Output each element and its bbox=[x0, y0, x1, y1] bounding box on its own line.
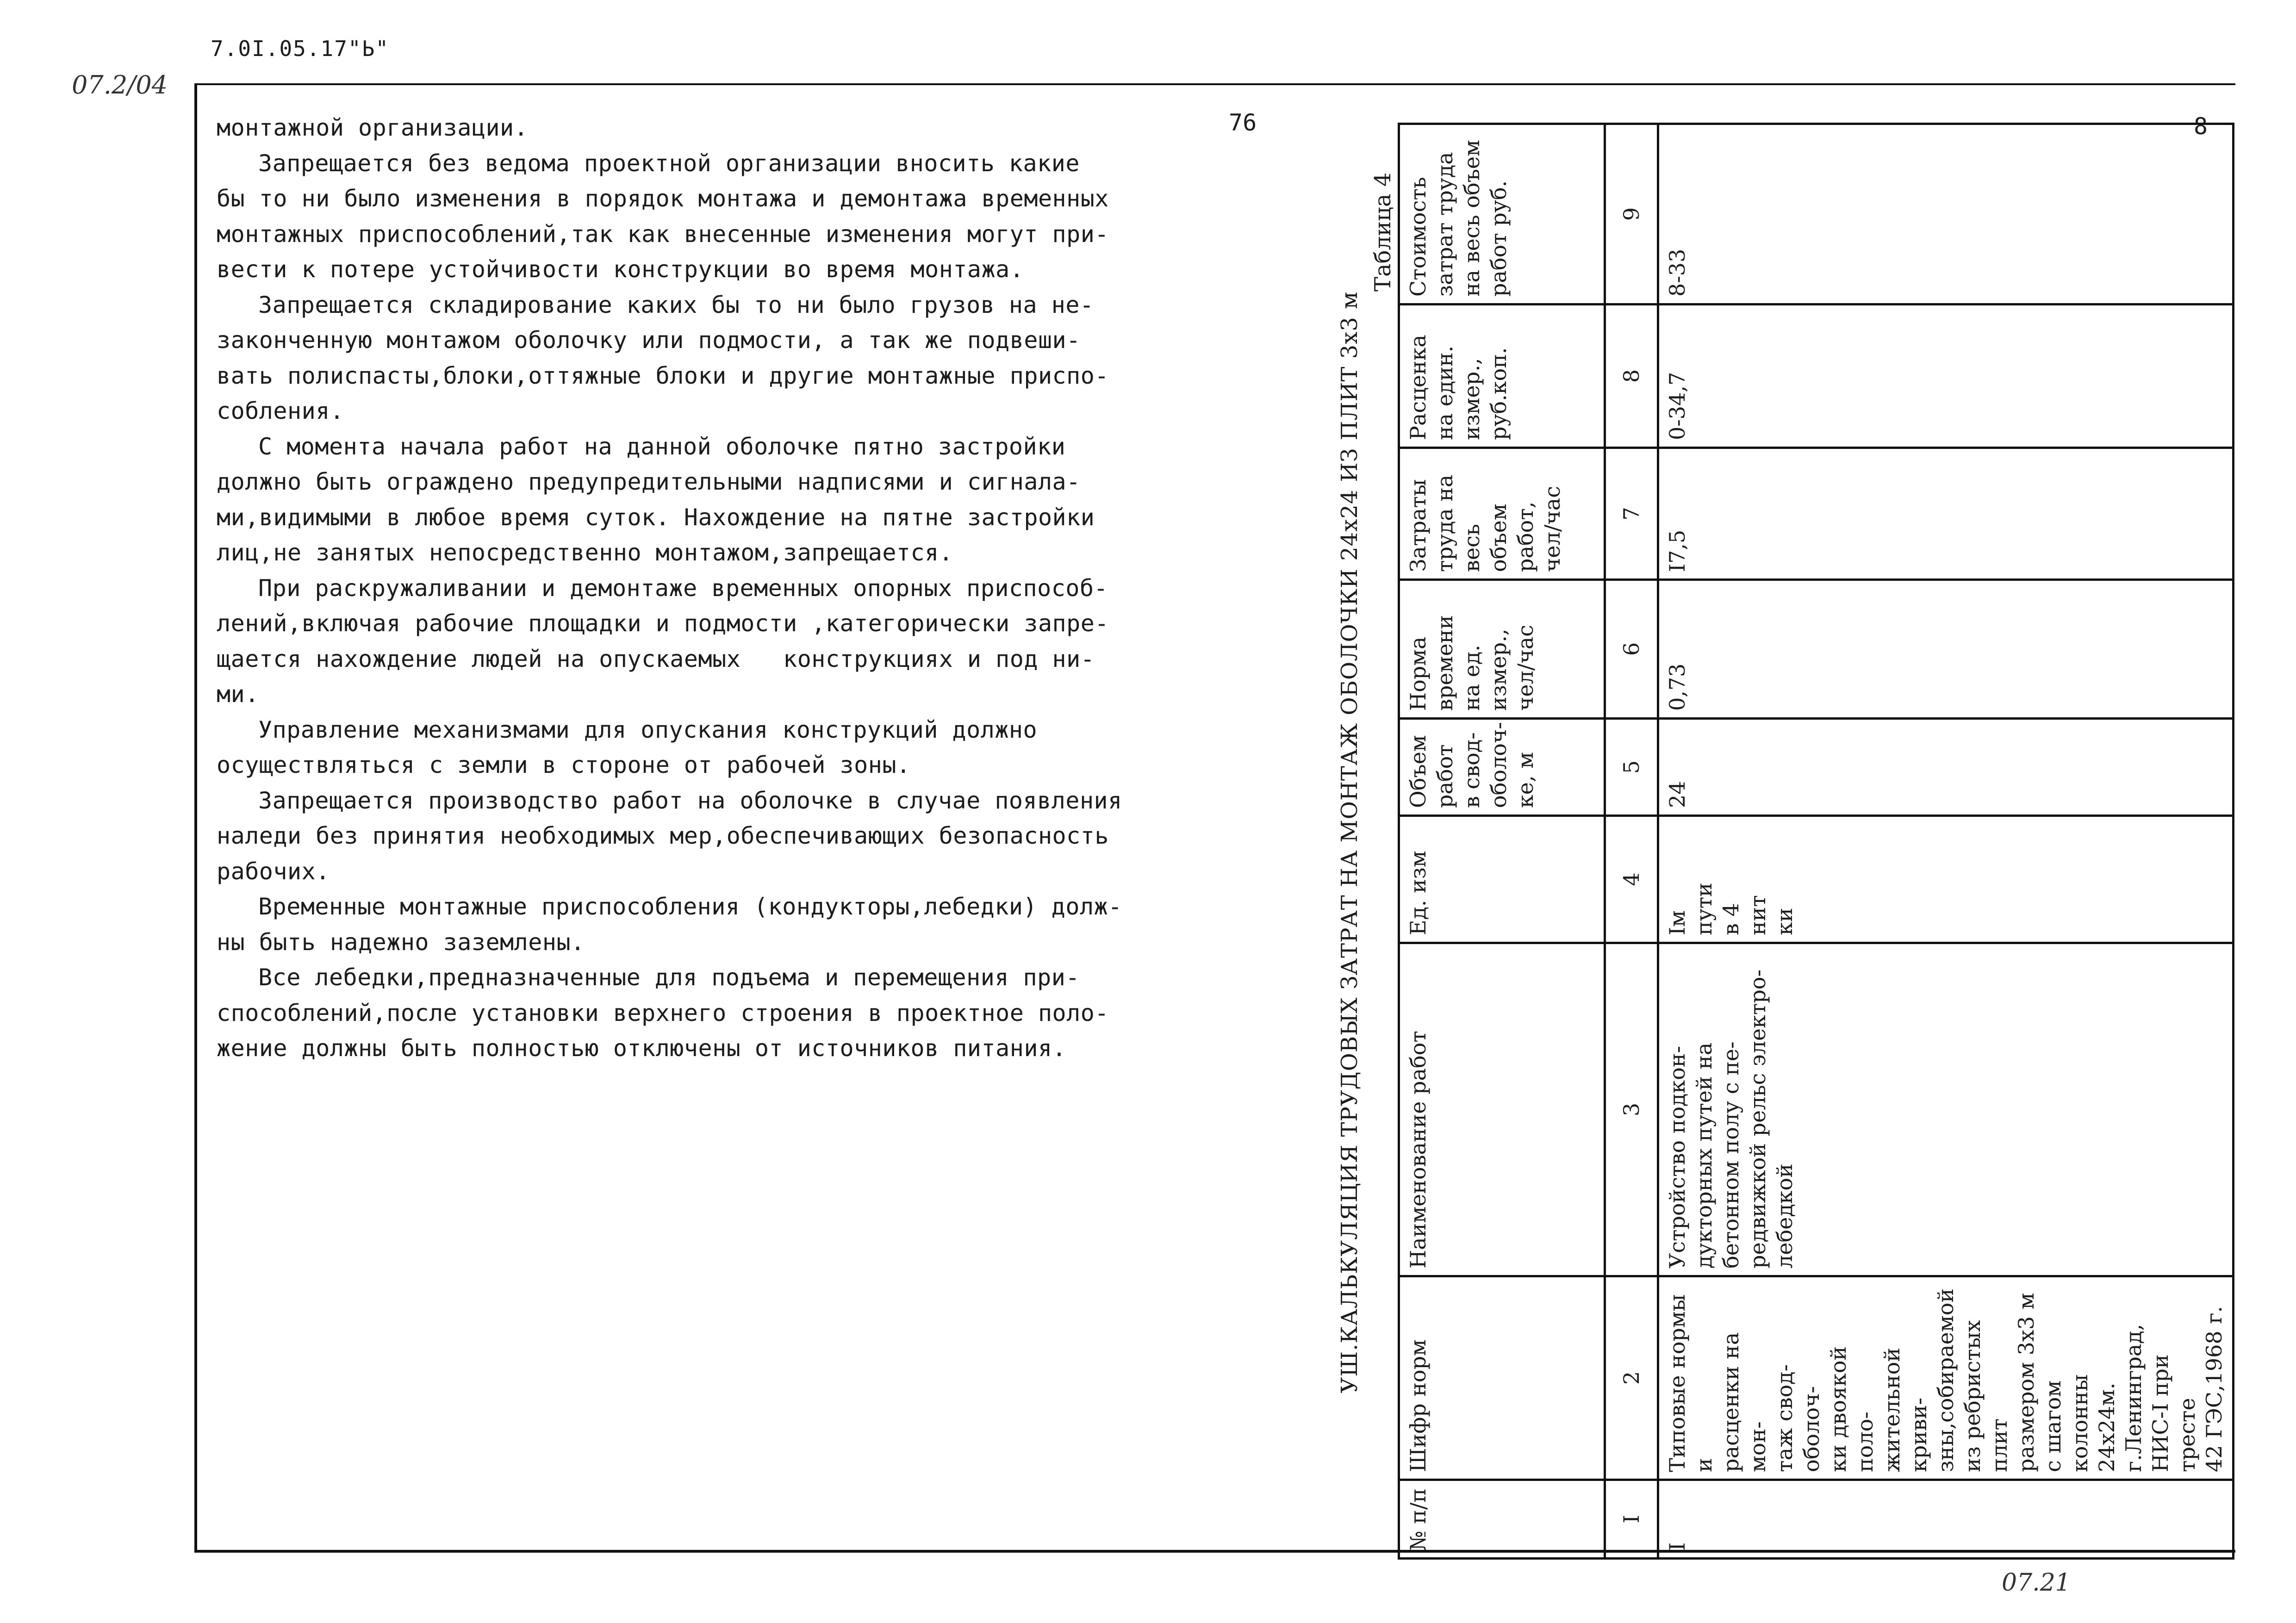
safety-requirements-text bbox=[217, 110, 1165, 1066]
header-cell: Затраты труда на весь объем работ, чел/час bbox=[1399, 448, 1605, 580]
unit-rate-cell: 0-34,7 bbox=[1658, 305, 2234, 448]
header-cell: Расценка на един. измер., руб.коп. bbox=[1399, 305, 1605, 448]
table-label: Таблица 4 bbox=[1370, 172, 1396, 292]
text-line: способлений,после установки верхнего строения в проектное поло- bbox=[217, 999, 1109, 1026]
column-number: 6 bbox=[1605, 580, 1658, 719]
text-line: Все лебедки,предназначенные для подъема и перемещения при- bbox=[258, 964, 1080, 991]
document-code: 7.0I.05.17"Ь" bbox=[211, 36, 390, 61]
margin-handwritten-note: 07.2/04 bbox=[72, 70, 168, 99]
text-line: вать полиспасты,блоки,оттяжные блоки и другие монтажные приспо- bbox=[217, 362, 1109, 389]
header-cell: Наименование работ bbox=[1399, 943, 1605, 1276]
text-line: лиц,не занятых непосредственно монтажом,запрещается. bbox=[217, 539, 953, 566]
work-name-cell: Устройство подкон- дукторных путей на бетонном полу с пе- редвижкой рельс электро- лебедкой bbox=[1658, 943, 2234, 1276]
text-line: наледи без принятия необходимых мер,обеспечивающих безопасность bbox=[217, 822, 1109, 849]
calculation-table-section bbox=[1328, 125, 2245, 1560]
column-number: 7 bbox=[1605, 448, 1658, 580]
text-line: Запрещается без ведома проектной организации вносить какие bbox=[258, 149, 1080, 177]
norm-code-cell: Типовые нормы и расценки на мон- таж свод-оболоч- ки двоякой поло- жительной криви- зны,собираемой из ребристых плит размером 3х3 м с шагом колонны 24х24м. г.Ленинград, НИС-I при тресте 42 ГЭС,1968 г. bbox=[1658, 1276, 2234, 1480]
labor-cost-table bbox=[1398, 123, 2234, 1560]
text-line: законченную монтажом оболочку или подмости, а так же подвеши- bbox=[217, 327, 1081, 354]
text-line: ми,видимыми в любое время суток. Нахождение на пятне застройки bbox=[217, 504, 1095, 531]
page-number-right: 8 bbox=[2194, 113, 2208, 140]
header-cell: Ед. изм bbox=[1399, 816, 1605, 943]
text-line: лений,включая рабочие площадки и подмости ,категорически запре- bbox=[217, 610, 1109, 637]
text-line: осуществляться с земли в стороне от рабочей зоны. bbox=[217, 752, 911, 778]
text-line: Запрещается производство работ на оболочке в случае появления bbox=[258, 787, 1122, 814]
text-line: Управление механизмами для опускания конструкций должно bbox=[258, 716, 1038, 743]
table-header-row bbox=[1399, 124, 1605, 1559]
text-line: При раскружаливании и демонтаже временных опорных приспособ- bbox=[258, 574, 1108, 602]
column-number-row bbox=[1605, 124, 1658, 1559]
text-line: С момента начала работ на данной оболочке пятно застройки bbox=[258, 433, 1066, 460]
unit-cell: Iм пути в 4 нит ки bbox=[1658, 816, 2234, 943]
volume-cell: 24 bbox=[1658, 719, 2234, 816]
text-line: монтажной организации. bbox=[217, 114, 529, 141]
column-number: 3 bbox=[1605, 943, 1658, 1276]
text-line: Временные монтажные приспособления (кондукторы,лебедки) долж- bbox=[258, 893, 1122, 920]
column-number: I bbox=[1605, 1480, 1658, 1559]
column-number: 8 bbox=[1605, 305, 1658, 448]
text-line: ми. bbox=[217, 681, 259, 708]
text-line: Запрещается складирование каких бы то ни было грузов на не- bbox=[258, 291, 1094, 318]
header-cell: № п/п bbox=[1399, 1480, 1605, 1559]
column-number: 5 bbox=[1605, 719, 1658, 816]
header-cell: Шифр норм bbox=[1399, 1276, 1605, 1480]
labor-cost-cell: I7,5 bbox=[1658, 448, 2234, 580]
row-number: I bbox=[1658, 1480, 2234, 1559]
time-norm-cell: 0,73 bbox=[1658, 580, 2234, 719]
text-line: бы то ни было изменения в порядок монтажа и демонтажа временных bbox=[217, 185, 1109, 212]
text-line: жение должны быть полностью отключены от источников питания. bbox=[217, 1035, 1067, 1062]
column-number: 9 bbox=[1605, 124, 1658, 305]
column-number: 4 bbox=[1605, 816, 1658, 943]
total-cost-cell: 8-33 bbox=[1658, 124, 2234, 305]
table-row bbox=[1658, 124, 2234, 1559]
header-cell: Норма времени на ед. измер., чел/час bbox=[1399, 580, 1605, 719]
column-number: 2 bbox=[1605, 1276, 1658, 1480]
table-title: УШ.КАЛЬКУЛЯЦИЯ ТРУДОВЫХ ЗАТРАТ НА МОНТАЖ ОБОЛОЧКИ 24х24 ИЗ ПЛИТ 3х3 м bbox=[1337, 291, 1363, 1393]
text-line: монтажных приспособлений,так как внесенные изменения могут при- bbox=[217, 220, 1109, 248]
page-number: 76 bbox=[1229, 109, 1257, 136]
text-line: щается нахождение людей на опускаемых конструкциях и под ни- bbox=[217, 645, 1095, 672]
header-cell: Объем работ в свод-оболоч-ке, м bbox=[1399, 719, 1605, 816]
header-cell: Стоимость затрат труда на весь объем работ руб. bbox=[1399, 124, 1605, 305]
bottom-handwritten-note: 07.21 bbox=[2002, 1569, 2071, 1597]
text-line: вести к потере устойчивости конструкции во время монтажа. bbox=[217, 256, 1024, 283]
text-line: собления. bbox=[217, 398, 344, 424]
text-line: рабочих. bbox=[217, 858, 330, 885]
text-line: ны быть надежно заземлены. bbox=[217, 928, 585, 956]
text-line: должно быть ограждено предупредительными надписями и сигнала- bbox=[217, 468, 1081, 495]
